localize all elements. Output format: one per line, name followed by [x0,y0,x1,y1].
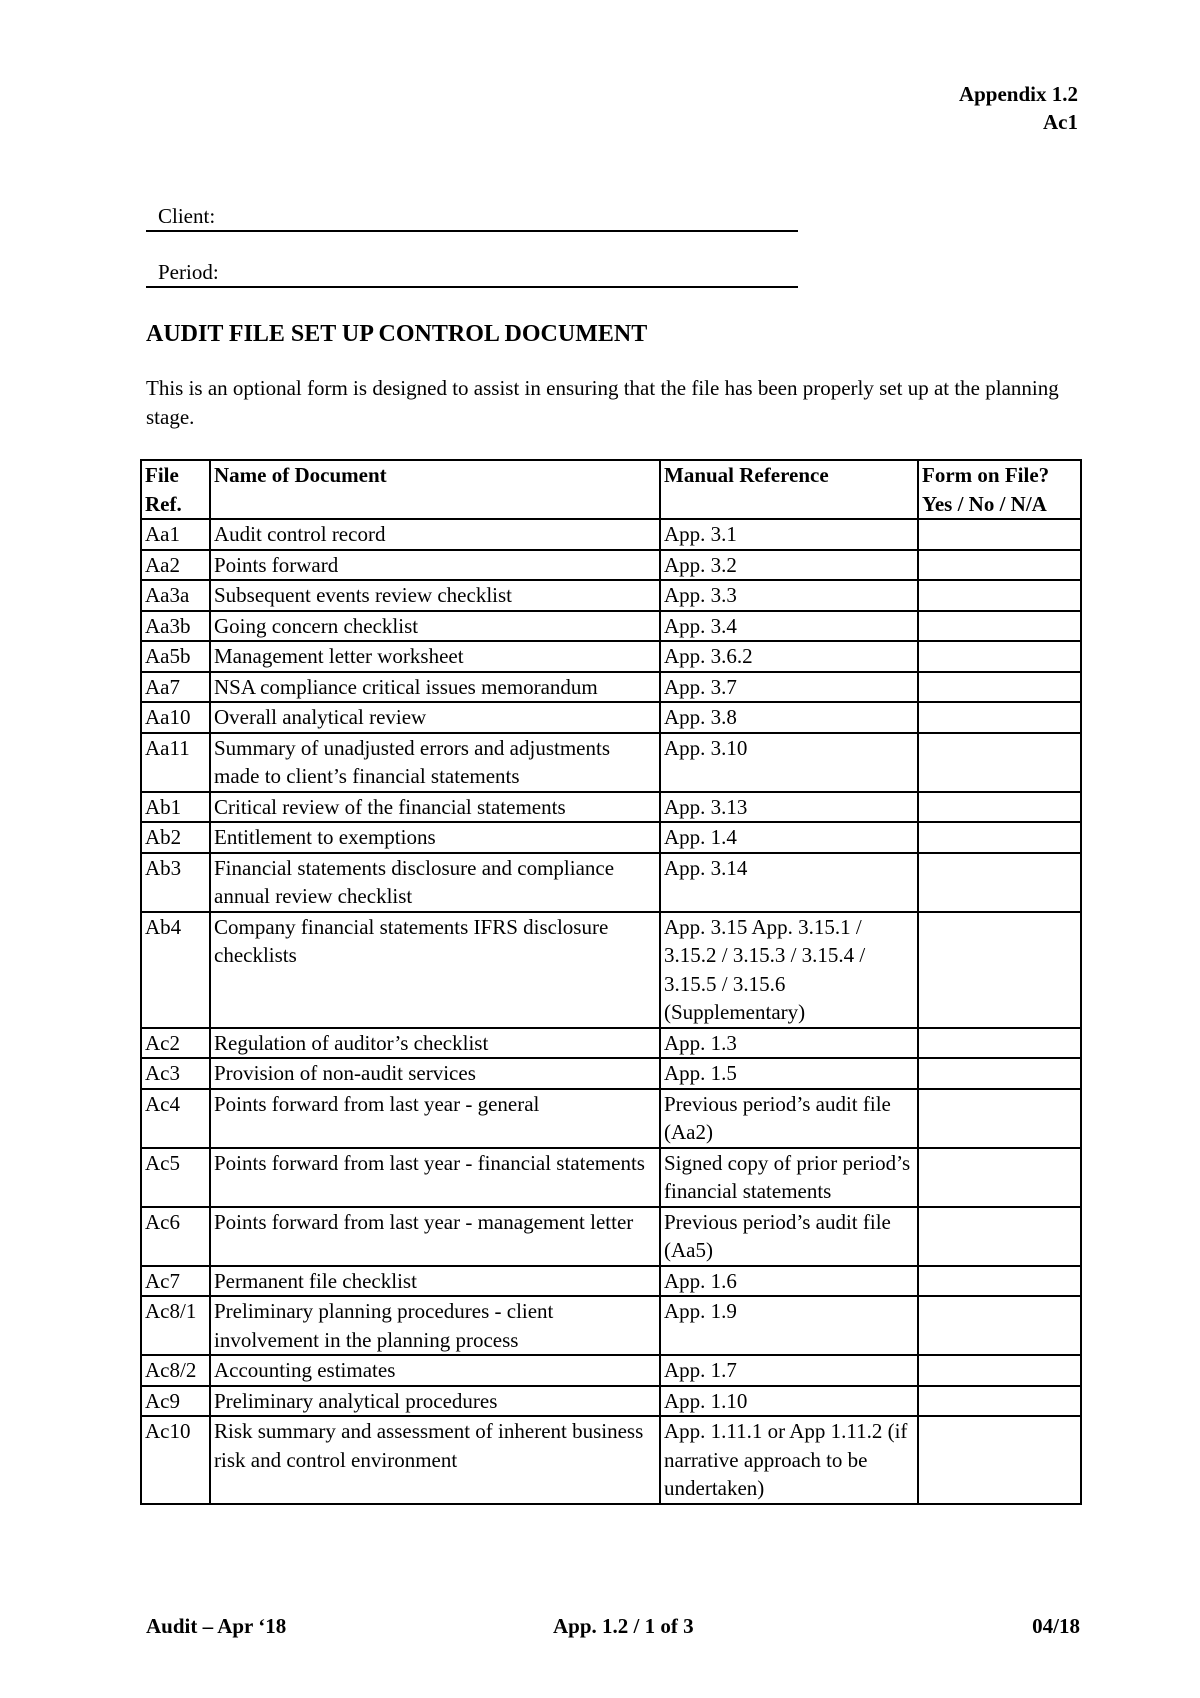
document-name-cell: NSA compliance critical issues memorandum [210,672,660,703]
table-row [141,1386,1081,1417]
file-ref-cell: Ac9 [141,1386,210,1417]
document-name-cell: Points forward from last year - financial statements [210,1148,660,1207]
form-on-file-cell[interactable] [918,1207,1081,1266]
table-row [141,1416,1081,1504]
form-on-file-cell[interactable] [918,853,1081,912]
form-on-file-cell[interactable] [918,550,1081,581]
header-manual-ref: Manual Reference [660,460,918,519]
document-name-cell: Summary of unadjusted errors and adjustments made to client’s financial statements [210,733,660,792]
table-row [141,580,1081,611]
manual-reference-cell: App. 3.4 [660,611,918,642]
appendix-heading [959,80,1078,136]
file-ref-cell: Aa2 [141,550,210,581]
file-ref-cell: Ac8/1 [141,1296,210,1355]
document-name-cell: Company financial statements IFRS disclosure checklists [210,912,660,1028]
form-on-file-cell[interactable] [918,1058,1081,1089]
manual-reference-cell: App. 1.10 [660,1386,918,1417]
manual-reference-cell: App. 3.8 [660,702,918,733]
table-body [141,519,1081,1504]
table-row [141,733,1081,792]
intro-paragraph: This is an optional form is designed to assist in ensuring that the file has been properly set up at the planning stage. [146,376,1059,429]
header-file-ref-line2: Ref. [145,491,182,516]
form-on-file-cell[interactable] [918,672,1081,703]
manual-reference-cell: App. 1.11.1 or App 1.11.2 (if narrative approach to be undertaken) [660,1416,918,1504]
form-on-file-cell[interactable] [918,1089,1081,1148]
form-on-file-cell[interactable] [918,580,1081,611]
appendix-code: Ac1 [1043,110,1078,134]
table-row [141,519,1081,550]
table-row [141,792,1081,823]
document-name-cell: Points forward from last year - general [210,1089,660,1148]
form-on-file-cell[interactable] [918,519,1081,550]
table-row [141,702,1081,733]
table-row [141,672,1081,703]
file-ref-cell: Ac10 [141,1416,210,1504]
form-on-file-cell[interactable] [918,1355,1081,1386]
table-row [141,1089,1081,1148]
form-on-file-cell[interactable] [918,912,1081,1028]
document-name-cell: Audit control record [210,519,660,550]
header-file-ref-line1: File [145,463,179,487]
document-name-cell: Permanent file checklist [210,1266,660,1297]
form-on-file-cell[interactable] [918,641,1081,672]
period-field[interactable] [146,258,798,288]
manual-reference-cell: Previous period’s audit file (Aa5) [660,1207,918,1266]
table-row [141,1296,1081,1355]
header-form-on-file-line2: Yes / No / N/A [922,491,1047,516]
document-name-cell: Points forward from last year - management letter [210,1207,660,1266]
manual-reference-cell: App. 3.2 [660,550,918,581]
document-name-cell: Provision of non-audit services [210,1058,660,1089]
manual-reference-cell: App. 3.1 [660,519,918,550]
form-on-file-cell[interactable] [918,822,1081,853]
file-ref-cell: Ac5 [141,1148,210,1207]
table-row [141,1207,1081,1266]
footer-left: Audit – Apr ‘18 [146,1614,287,1638]
document-name-cell: Subsequent events review checklist [210,580,660,611]
form-on-file-cell[interactable] [918,733,1081,792]
document-name-cell: Preliminary analytical procedures [210,1386,660,1417]
appendix-label: Appendix 1.2 [958,82,1078,106]
table-row [141,1266,1081,1297]
file-ref-cell: Ab4 [141,912,210,1028]
document-name-cell: Going concern checklist [210,611,660,642]
client-label: Client: [158,204,216,228]
table-row [141,822,1081,853]
footer-center: App. 1.2 / 1 of 3 [553,1614,694,1638]
file-ref-cell: Ac8/2 [141,1355,210,1386]
file-ref-cell: Ac4 [141,1089,210,1148]
form-on-file-cell[interactable] [918,1028,1081,1059]
file-ref-cell: Ac2 [141,1028,210,1059]
document-name-cell: Overall analytical review [210,702,660,733]
file-ref-cell: Aa11 [141,733,210,792]
file-ref-cell: Ab3 [141,853,210,912]
document-name-cell: Preliminary planning procedures - client involvement in the planning process [210,1296,660,1355]
file-ref-cell: Ac7 [141,1266,210,1297]
header-form-on-file [918,460,1081,519]
table-row [141,550,1081,581]
document-name-cell: Financial statements disclosure and compliance annual review checklist [210,853,660,912]
manual-reference-cell: Signed copy of prior period’s financial statements [660,1148,918,1207]
footer-right: 04/18 [1032,1614,1080,1638]
manual-reference-cell: App. 3.3 [660,580,918,611]
manual-reference-cell: App. 1.9 [660,1296,918,1355]
document-name-cell: Risk summary and assessment of inherent business risk and control environment [210,1416,660,1504]
document-title: AUDIT FILE SET UP CONTROL DOCUMENT [146,321,648,347]
table-row [141,611,1081,642]
client-field[interactable] [146,202,798,232]
document-name-cell: Points forward [210,550,660,581]
manual-reference-cell: App. 1.6 [660,1266,918,1297]
manual-reference-cell: App. 1.5 [660,1058,918,1089]
header-file-ref [141,460,210,519]
table-row [141,1148,1081,1207]
document-name-cell: Entitlement to exemptions [210,822,660,853]
header-form-on-file-line1: Form on File? [922,463,1050,487]
manual-reference-cell: App. 3.6.2 [660,641,918,672]
manual-reference-cell: Previous period’s audit file (Aa2) [660,1089,918,1148]
form-on-file-cell[interactable] [918,611,1081,642]
file-ref-cell: Aa3a [141,580,210,611]
file-ref-cell: Ac6 [141,1207,210,1266]
table-row [141,1058,1081,1089]
manual-reference-cell: App. 3.15 App. 3.15.1 / 3.15.2 / 3.15.3 / 3.15.4 / 3.15.5 / 3.15.6 (Supplementary) [660,912,918,1028]
file-ref-cell: Aa7 [141,672,210,703]
form-on-file-cell[interactable] [918,1148,1081,1207]
document-name-cell: Management letter worksheet [210,641,660,672]
manual-reference-cell: App. 1.3 [660,1028,918,1059]
table-row [141,641,1081,672]
file-ref-cell: Aa3b [141,611,210,642]
document-name-cell: Critical review of the financial statements [210,792,660,823]
manual-reference-cell: App. 3.14 [660,853,918,912]
file-ref-cell: Aa1 [141,519,210,550]
manual-reference-cell: App. 3.13 [660,792,918,823]
file-ref-cell: Aa10 [141,702,210,733]
file-ref-cell: Ab1 [141,792,210,823]
table-row [141,912,1081,1028]
period-label: Period: [158,260,219,284]
file-ref-cell: Ac3 [141,1058,210,1089]
table-row [141,1028,1081,1059]
form-on-file-cell[interactable] [918,1266,1081,1297]
header-name: Name of Document [210,460,660,519]
form-on-file-cell[interactable] [918,1296,1081,1355]
manual-reference-cell: App. 3.7 [660,672,918,703]
form-on-file-cell[interactable] [918,702,1081,733]
control-table [140,459,1082,1505]
document-name-cell: Accounting estimates [210,1355,660,1386]
form-on-file-cell[interactable] [918,1386,1081,1417]
table-row [141,1355,1081,1386]
manual-reference-cell: App. 1.7 [660,1355,918,1386]
manual-reference-cell: App. 1.4 [660,822,918,853]
document-name-cell: Regulation of auditor’s checklist [210,1028,660,1059]
form-on-file-cell[interactable] [918,1416,1081,1504]
table-row [141,853,1081,912]
file-ref-cell: Ab2 [141,822,210,853]
file-ref-cell: Aa5b [141,641,210,672]
table-header-row [141,460,1081,519]
form-on-file-cell[interactable] [918,792,1081,823]
manual-reference-cell: App. 3.10 [660,733,918,792]
